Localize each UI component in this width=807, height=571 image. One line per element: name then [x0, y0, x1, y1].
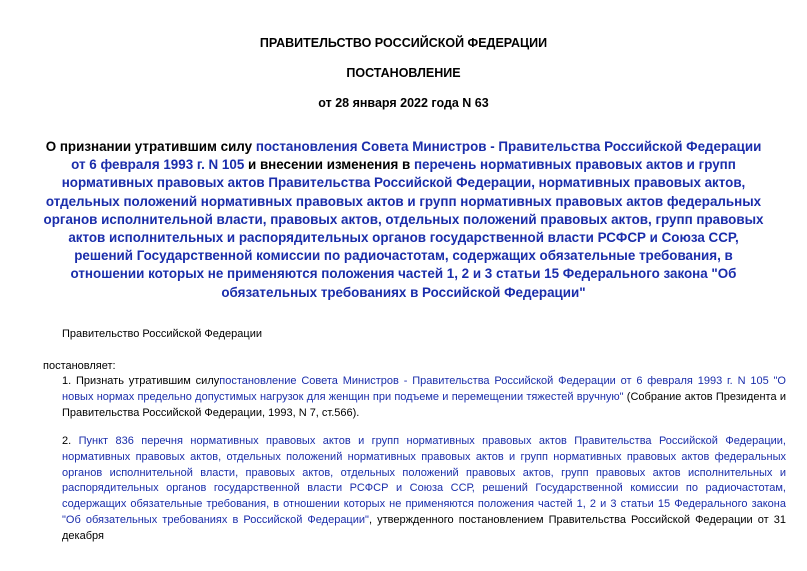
paragraph-1-link[interactable]: постановление Совета Министров - Правительства Российской Федерации от 6 февраля 1993 г. N 105 "О новых нормах предельно допустимых нагрузок для женщин при подъеме и перемещении тяжестей вручную" [62, 375, 786, 403]
title-text-part1: О признании утратившим силу [45, 139, 256, 154]
paragraph-2-prefix: 2. [62, 435, 79, 447]
paragraph-1-suffix: (Собрание актов Президента и Правительства Российской Федерации, 1993, N 7, ст.566). [62, 390, 786, 419]
document-type-heading: ПОСТАНОВЛЕНИЕ [346, 66, 461, 80]
paragraph-1 [43, 374, 786, 421]
title-link-decree-105[interactable]: постановления Совета Министров - Правительства Российской Федерации от 6 февраля 1993 г. N 105 [71, 139, 762, 173]
paragraph-1-prefix: 1. Признать утратившим силу [62, 375, 220, 387]
paragraph-2-suffix: , утвержденного постановлением Правительства Российской Федерации от 31 декабря [62, 513, 786, 542]
decrees-word: постановляет: [43, 360, 116, 372]
intro-government: Правительство Российской Федерации [62, 328, 262, 340]
title-text-part2: и внесении изменения в [244, 157, 414, 173]
paragraph-2-link[interactable]: Пункт 836 перечня нормативных правовых актов и групп нормативных правовых актов Правительства Российской Федерации, нормативных правовых актов, отдельных положений нормативных правовых актов и групп нормативных правовых актов федеральных органов исполнительной власти, правовых актов, отдельных положений правовых актов, групп правовых актов исполнительных и распорядительных органов государственной власти РСФСР и Союза ССР, решений Государственной комиссии по радиочастотам, содержащих обязательные требования, в отношении которых не применяются положения частей 1, 2 и 3 статьи 15 Федерального закона "Об обязательных требованиях в Российской Федерации" [62, 435, 786, 526]
paragraph-2 [43, 434, 786, 545]
government-heading: ПРАВИТЕЛЬСТВО РОССИЙСКОЙ ФЕДЕРАЦИИ [259, 36, 548, 50]
document-title [38, 138, 769, 302]
title-link-list-of-acts[interactable]: перечень нормативных правовых актов и групп нормативных правовых актов Правительства Российской Федерации, нормативных правовых актов, отдельных положений нормативных правовых актов и групп нормативных правовых актов федеральных органов исполнительной власти, правовых актов, отдельных положений правовых актов, групп правовых актов исполнительных и распорядительных органов государственной власти РСФСР и Союза ССР, решений Государственной комиссии по радиочастотам, содержащих обязательные требования, в отношении которых не применяются положения частей 1, 2 и 3 статьи 15 Федерального закона "Об обязательных требованиях в Российской Федерации" [43, 157, 764, 300]
document-date-number: от 28 января 2022 года N 63 [318, 96, 489, 110]
